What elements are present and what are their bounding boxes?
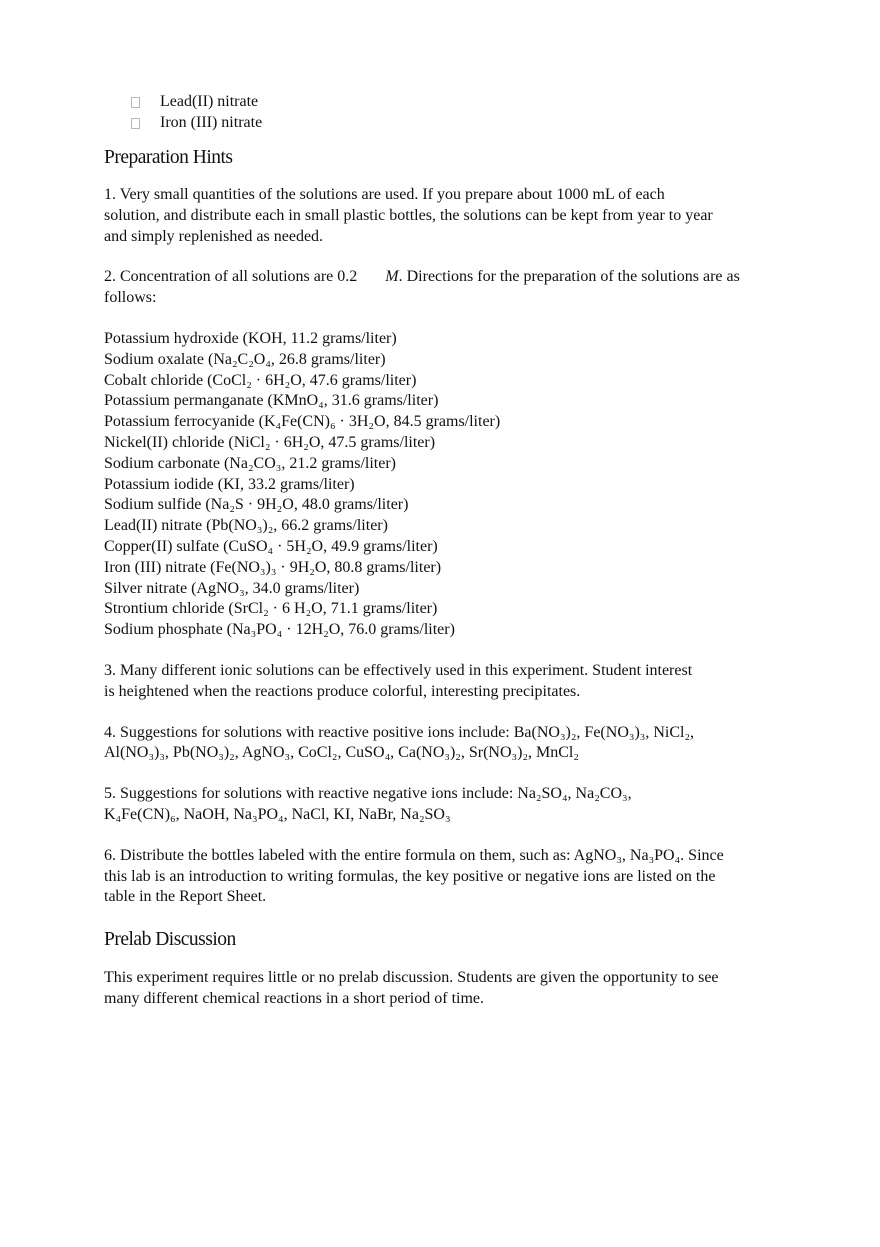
solutions-list: [104, 329, 764, 641]
list-item: Sodium phosphate (Na₃PO₄ · 12H₂O, 76.0 grams/liter): [104, 621, 455, 639]
list-item: Nickel(II) chloride (NiCl₂ · 6H₂O, 47.5 grams/liter): [104, 433, 436, 451]
bullet-box-icon: [131, 118, 140, 129]
list-item: Iron (III) nitrate (Fe(NO₃)₃ · 9H₂O, 80.8 grams/liter): [104, 558, 442, 576]
prelab-discussion-heading: Prelab Discussion: [104, 929, 236, 951]
document-page: [104, 92, 764, 1010]
preparation-hints-heading: Preparation Hints: [104, 147, 233, 168]
hint-5: 5. Suggestions for solutions with reactive negative ions include: Na₂SO₄, Na₂CO₃, K₄Fe(CN)₆, NaOH, Na₃PO₄, NaCl, KI, NaBr, Na₂SO₃: [104, 785, 632, 823]
prelab-text: This experiment requires little or no prelab discussion. Students are given the opportunity to see many different chemical reactions in a short period of time.: [104, 969, 719, 1007]
bullet-list: [104, 92, 764, 133]
list-item: Lead(II) nitrate (Pb(NO₃)₂, 66.2 grams/liter): [104, 517, 388, 535]
list-item: Silver nitrate (AgNO₃, 34.0 grams/liter): [104, 579, 360, 597]
hint-1: 1. Very small quantities of the solutions are used. If you prepare about 1000 mL of each solution, and distribute each in small plastic bottles, the solutions can be kept from year to year and simply replenished as needed.: [104, 186, 713, 245]
bullet-box-icon: [131, 97, 140, 108]
hint-3: 3. Many different ionic solutions can be effectively used in this experiment. Student interest is heightened when the reactions produce colorful, interesting precipitates.: [104, 661, 693, 700]
hint-4: 4. Suggestions for solutions with reactive positive ions include: Ba(NO₃)₂, Fe(NO₃)₃, NiCl₂, Al(NO₃)₃, Pb(NO₃)₂, AgNO₃, CoCl₂, CuSO₄, Ca(NO₃)₂, Sr(NO₃)₂, MnCl₂: [104, 723, 695, 762]
list-item: Sodium sulfide (Na₂S · 9H₂O, 48.0 grams/liter): [104, 496, 409, 514]
list-item: Potassium hydroxide (KOH, 11.2 grams/liter): [104, 329, 397, 347]
list-item: Potassium ferrocyanide (K₄Fe(CN)₆ · 3H₂O, 84.5 grams/liter): [104, 413, 501, 431]
list-item: Potassium iodide (KI, 33.2 grams/liter): [104, 475, 355, 493]
list-item: Sodium carbonate (Na₂CO₃, 21.2 grams/liter): [104, 454, 396, 472]
list-item: Potassium permanganate (KMnO₄, 31.6 grams/liter): [104, 392, 439, 410]
list-item: Lead(II) nitrate: [104, 92, 764, 113]
hint-6: 6. Distribute the bottles labeled with the entire formula on them, such as: AgNO₃, Na₃PO₄. Since this lab is an introduction to writing formulas, the key positive or negative ions are listed on the table in the Report Sheet.: [104, 846, 724, 906]
list-item: Strontium chloride (SrCl₂ · 6 H₂O, 71.1 grams/liter): [104, 600, 438, 618]
list-item: Copper(II) sulfate (CuSO₄ · 5H₂O, 49.9 grams/liter): [104, 537, 438, 555]
list-item: Cobalt chloride (CoCl₂ · 6H₂O, 47.6 grams/liter): [104, 371, 417, 389]
hint-2: 2. Concentration of all solutions are 0.2 M. Directions for the preparation of the solutions are as follows:: [104, 268, 740, 307]
list-item: Sodium oxalate (Na₂C₂O₄, 26.8 grams/liter): [104, 350, 386, 368]
list-item: Iron (III) nitrate: [104, 113, 764, 134]
